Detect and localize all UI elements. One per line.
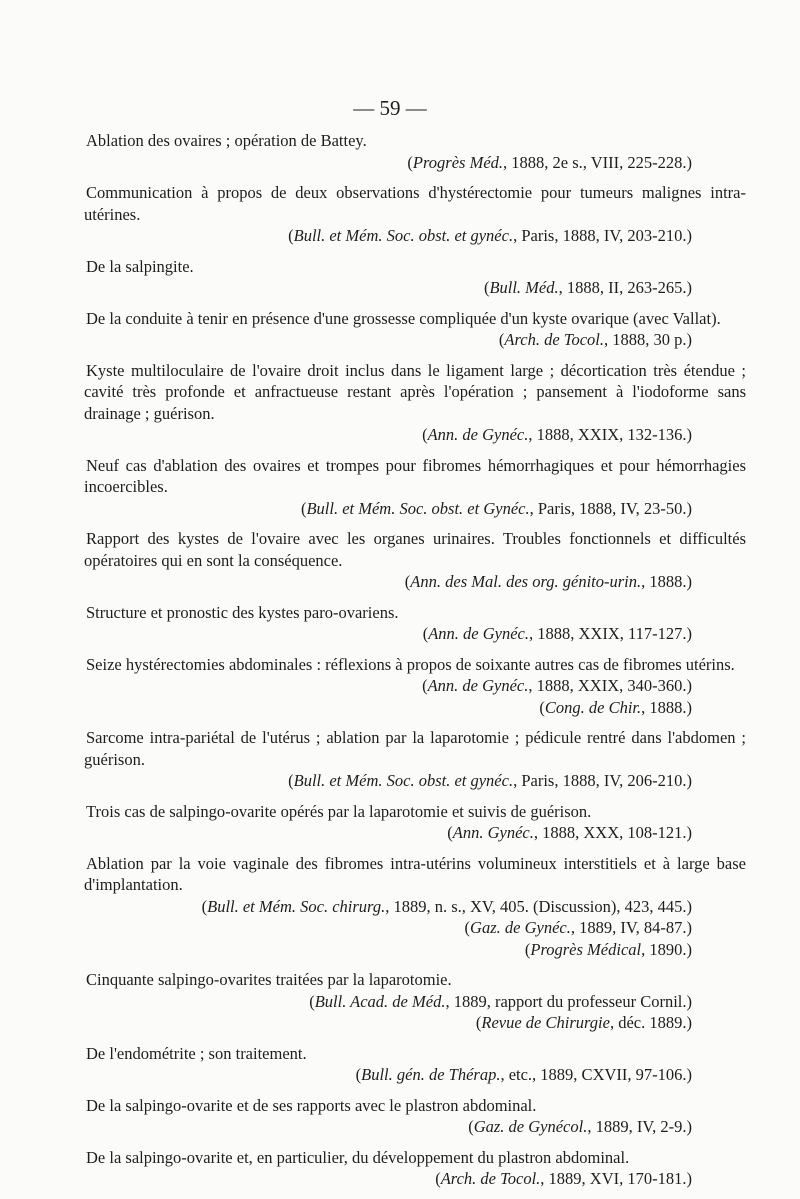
citation-paren: ( (309, 991, 315, 1011)
entry-citation (84, 822, 746, 844)
citation-paren: ( (288, 771, 294, 790)
bibliography-entry (84, 455, 746, 520)
bibliography-entry (84, 1043, 746, 1086)
entry-citation (84, 697, 746, 719)
citation-details: , 1888, XXIX, 132-136.) (528, 425, 692, 444)
citation-source: Arch. de Tocol. (440, 1169, 541, 1188)
entry-title: Trois cas de salpingo-ovarite opérés par la laparotomie et suivis de guérison. (86, 801, 592, 821)
citation-source: Ann. de Gynéc. (427, 425, 529, 444)
citation-paren: ( (539, 697, 545, 717)
entry-title: Neuf cas d'ablation des ovaires et trompes pour fibromes hémorrhagiques et pour hémorrhagies incoercibles. (84, 455, 746, 496)
citation-paren: ( (498, 330, 505, 349)
citation-source: Cong. de Chir. (544, 697, 642, 717)
entry-citation (84, 623, 746, 645)
entry-citation (84, 991, 746, 1013)
bibliography-entry (84, 360, 746, 446)
entry-citation (84, 675, 746, 697)
citation-paren: ( (300, 498, 307, 518)
entry-citation (84, 424, 746, 446)
citation-source: Bull. Méd. (489, 278, 559, 297)
citation-details: , 1888, XXIX, 340-360.) (528, 676, 692, 695)
entry-title: Structure et pronostic des kystes paro-ovariens. (86, 602, 399, 622)
citation-source: Bull. et Mém. Soc. obst. et Gynéc. (306, 498, 530, 518)
citation-details: , 1888.) (641, 572, 692, 591)
citation-details: , 1888, 2e s., VIII, 225-228.) (503, 152, 692, 172)
citation-details: , Paris, 1888, IV, 206-210.) (513, 771, 692, 790)
citation-details: , 1889, XVI, 170-181.) (540, 1169, 692, 1188)
citation-details: , 1888, XXIX, 117-127.) (529, 624, 692, 643)
citation-details: , 1888, 30 p.) (604, 330, 692, 349)
citation-source: Revue de Chirurgie (481, 1013, 610, 1032)
citation-source: Ann. de Gynéc. (428, 624, 529, 643)
bibliography-entry (84, 654, 746, 719)
citation-details: , 1888, II, 263-265.) (558, 278, 692, 297)
bibliography-entry (84, 182, 746, 247)
citation-paren: ( (468, 1117, 474, 1136)
entry-title: Communication à propos de deux observations d'hystérectomie pour tumeurs malignes intra-utérines. (84, 183, 746, 224)
bibliography-entry (84, 1095, 746, 1138)
entry-title: Seize hystérectomies abdominales : réflexions à propos de soixante autres cas de fibromes utérins. (86, 654, 735, 674)
entry-title: De la conduite à tenir en présence d'une grossesse compliquée d'un kyste ovarique (avec Vallat). (86, 308, 721, 328)
citation-details: , 1890.) (641, 939, 692, 959)
citation-paren: ( (407, 152, 413, 172)
entry-citation (84, 1064, 746, 1086)
citation-details: , 1889, n. s., XV, 405. (Discussion), 423, 445.) (385, 896, 692, 916)
entry-title: De l'endométrite ; son traitement. (86, 1043, 307, 1063)
entry-citation (84, 917, 746, 939)
entry-citation (84, 498, 746, 520)
entry-title: Ablation par la voie vaginale des fibromes intra-utérins volumineux interstitiels et à large base d'implantation. (84, 853, 746, 894)
entry-citation (84, 277, 746, 299)
entry-title: Ablation des ovaires ; opération de Battey. (86, 131, 367, 150)
bibliography-entry (84, 602, 746, 645)
bibliography-entry (84, 853, 746, 961)
bibliography-entry (84, 130, 746, 173)
citation-source: Bull. Acad. de Méd. (314, 991, 446, 1011)
entry-citation (84, 1012, 746, 1034)
bibliography-entry (84, 528, 746, 593)
citation-details: , 1888, XXX, 108-121.) (533, 823, 692, 842)
citation-paren: ( (404, 572, 411, 591)
citation-details: , etc., 1889, CXVII, 97-106.) (500, 1065, 692, 1084)
entry-title: Cinquante salpingo-ovarites traitées par la laparotomie. (86, 970, 452, 989)
entry-title: Rapport des kystes de l'ovaire avec les organes urinaires. Troubles fonctionnels et difficultés opératoires qui en sont la conséquence. (84, 529, 746, 570)
citation-paren: ( (422, 676, 428, 695)
entry-citation (84, 1116, 746, 1138)
citation-details: , 1889, rapport du professeur Cornil.) (445, 991, 692, 1011)
citation-paren: ( (201, 896, 208, 916)
entry-title: De la salpingo-ovarite et, en particulier, du développement du plastron abdominal. (86, 1147, 630, 1167)
citation-source: Bull. et Mém. Soc. obst. et gynéc. (293, 771, 514, 790)
citation-source: Gaz. de Gynécol. (473, 1117, 588, 1136)
citation-paren: ( (355, 1065, 362, 1084)
citation-details: , Paris, 1888, IV, 203-210.) (513, 226, 692, 245)
citation-source: Bull. et Mém. Soc. chirurg. (207, 896, 386, 916)
page-number: — 59 — (353, 96, 427, 120)
bibliography-entry (84, 308, 746, 351)
citation-paren: ( (435, 1169, 441, 1188)
citation-details: , 1888.) (641, 697, 692, 717)
entry-title: De la salpingite. (86, 256, 194, 276)
citation-paren: ( (464, 918, 471, 937)
citation-paren: ( (288, 226, 294, 245)
citation-details: , déc. 1889.) (609, 1013, 692, 1032)
entry-title: De la salpingo-ovarite et de ses rapports avec le plastron abdominal. (86, 1095, 537, 1115)
citation-source: Bull. et Mém. Soc. obst. et gynéc. (293, 226, 514, 245)
citation-source: Ann. Gynéc. (452, 823, 534, 842)
bibliography-entry (84, 801, 746, 844)
citation-source: Progrès Méd. (412, 152, 504, 172)
entry-citation (84, 571, 746, 593)
bibliography-entry (84, 256, 746, 299)
citation-source: Ann. de Gynéc. (427, 676, 529, 695)
citation-details: , Paris, 1888, IV, 23-50.) (529, 498, 692, 518)
citation-paren: ( (422, 624, 429, 643)
entry-citation (84, 770, 746, 792)
citation-paren: ( (422, 425, 428, 444)
citation-paren: ( (483, 278, 490, 297)
entry-citation (84, 896, 746, 918)
citation-details: , 1889, IV, 2-9.) (587, 1117, 692, 1136)
bibliography-list (84, 130, 746, 1199)
citation-source: Progrès Médical (530, 939, 642, 959)
citation-paren: ( (475, 1013, 482, 1032)
entry-citation (84, 1168, 746, 1190)
bibliography-entry (84, 727, 746, 792)
citation-source: Bull. gén. de Thérap. (361, 1065, 501, 1084)
entry-citation (84, 329, 746, 351)
entry-citation (84, 225, 746, 247)
entry-citation (84, 152, 746, 174)
bibliography-entry (84, 1147, 746, 1190)
entry-citation (84, 939, 746, 961)
bibliography-entry (84, 969, 746, 1034)
citation-paren: ( (524, 939, 531, 959)
citation-paren: ( (447, 823, 453, 842)
citation-source: Arch. de Tocol. (504, 330, 604, 349)
citation-source: Gaz. de Gynéc. (470, 918, 571, 937)
citation-details: , 1889, IV, 84-87.) (570, 918, 692, 937)
entry-title: Sarcome intra-pariétal de l'utérus ; ablation par la laparotomie ; pédicule rentré dans l'abdomen ; guérison. (84, 728, 746, 769)
citation-source: Ann. des Mal. des org. génito-urin. (410, 572, 642, 591)
entry-title: Kyste multiloculaire de l'ovaire droit inclus dans le ligament large ; décortication très étendue ; cavité très profonde et anfractueuse restant après l'opération ; pansement à l'iodoforme sans drainage ; guérison. (84, 360, 746, 423)
